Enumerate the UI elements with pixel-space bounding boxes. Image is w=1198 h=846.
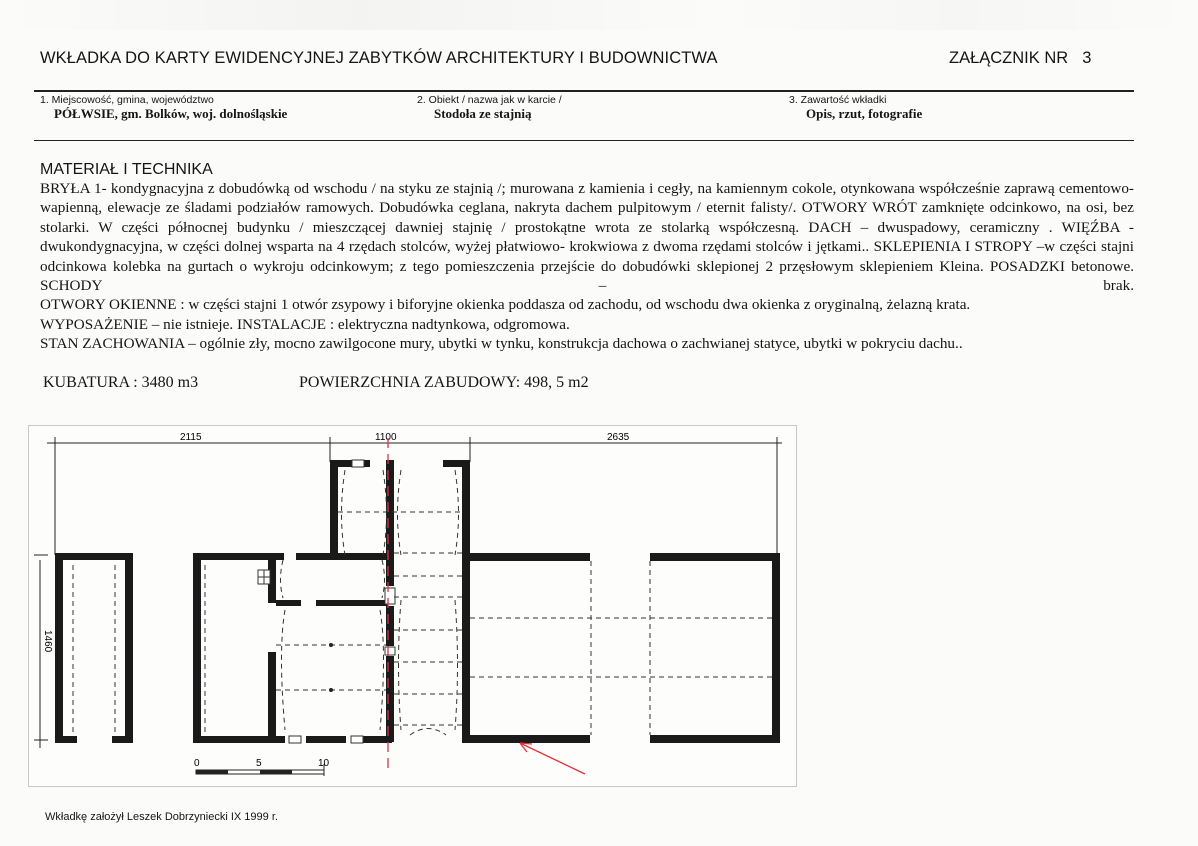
scale-label-5: 5 <box>256 758 262 769</box>
annex-number: 3 <box>1082 49 1092 67</box>
dim-left-label: 2115 <box>180 432 202 443</box>
footer-author: Wkładkę założył Leszek Dobrzyniecki IX 1999 r. <box>45 811 278 823</box>
dimension-line <box>34 437 782 748</box>
annex-label-text: ZAŁĄCZNIK NR <box>949 49 1069 67</box>
dim-height-label: 1460 <box>42 630 53 653</box>
page-title: WKŁADKA DO KARTY EWIDENCYJNEJ ZABYTKÓW ARCHITEKTURY I BUDOWNICTWA <box>40 49 718 67</box>
powierzchnia-stat: POWIERZCHNIA ZABUDOWY: 498, 5 m2 <box>299 374 589 391</box>
field-object-label: 2. Obiekt / nazwa jak w karcie / <box>417 94 562 106</box>
vault-dots <box>329 643 333 692</box>
field-location-label: 1. Miejscowość, gmina, województwo <box>40 94 214 106</box>
building-walls <box>55 460 780 743</box>
kubatura-stat: KUBATURA : 3480 m3 <box>43 374 199 391</box>
dashed-lines <box>73 470 772 735</box>
dim-right-label: 2635 <box>607 432 630 443</box>
description-para-4: STAN ZACHOWANIA – ogólnie zły, mocno zawilgocone mury, ubytki w tynku, konstrukcja dachowa o zachwianej statyce, ubytki w pokryciu dachu.. <box>40 335 963 353</box>
scale-label-0: 0 <box>194 758 200 769</box>
field-contents-label: 3. Zawartość wkładki <box>789 94 887 106</box>
field-object-value: Stodoła ze stajnią <box>434 106 532 121</box>
red-section-marks <box>388 438 585 774</box>
field-contents-value: Opis, rzut, fotografie <box>806 106 923 121</box>
section-title: MATERIAŁ I TECHNIKA <box>40 161 213 178</box>
description-para-2: OTWORY OKIENNE : w części stajni 1 otwór zsypowy i biforyjne okienka poddasza od zachodu, od wschodu dwa okienka z oryginalną, żelazną krata. <box>40 296 971 314</box>
description-para-1: BRYŁA 1- kondygnacyjna z dobudówką od wschodu / na styku ze stajnią /; murowana z kamienia i cegły, na kamiennym cokole, otynkowana współcześnie zaprawą cementowo-wapienną, elewacje ze śladami podziałów ramowych. Dobudówka ceglana, nakryta dachem pulpitowym / eternit falisty/. OTWORY WRÓT zamknięte odcinkowo, na osi, bez stolarki. W części północnej budynku / mieszczącej dawniej stajnię / prostokątne wrota ze stolarką współczesną. DACH – dwuspadowy, ceramiczny . WIĘŹBA - dwukondygnacyjna, w części dolnej wsparta na 4 rzędach stolców, wyżej płatwiowo- krokwiowa z dwoma rzędami stolców i jętkami.. SKLEPIENIA I STROPY –w części stajni odcinkowa kolebka na gurtach o wykroju odcinkowym; z tego pomieszczenia przejście do dobudówki sklepionej 2 przęsłowym sklepieniem Kleina. POSADZKI betonowe. SCHODY – brak. <box>40 180 1134 295</box>
description-para-3: WYPOSAŻENIE – nie istnieje. INSTALACJE : elektryczna nadtynkowa, odgromowa. <box>40 315 570 333</box>
field-location-value: PÓŁWSIE, gm. Bolków, woj. dolnośląskie <box>54 106 288 121</box>
dim-mid-label: 1100 <box>375 432 397 443</box>
scale-label-10: 10 <box>318 758 330 769</box>
